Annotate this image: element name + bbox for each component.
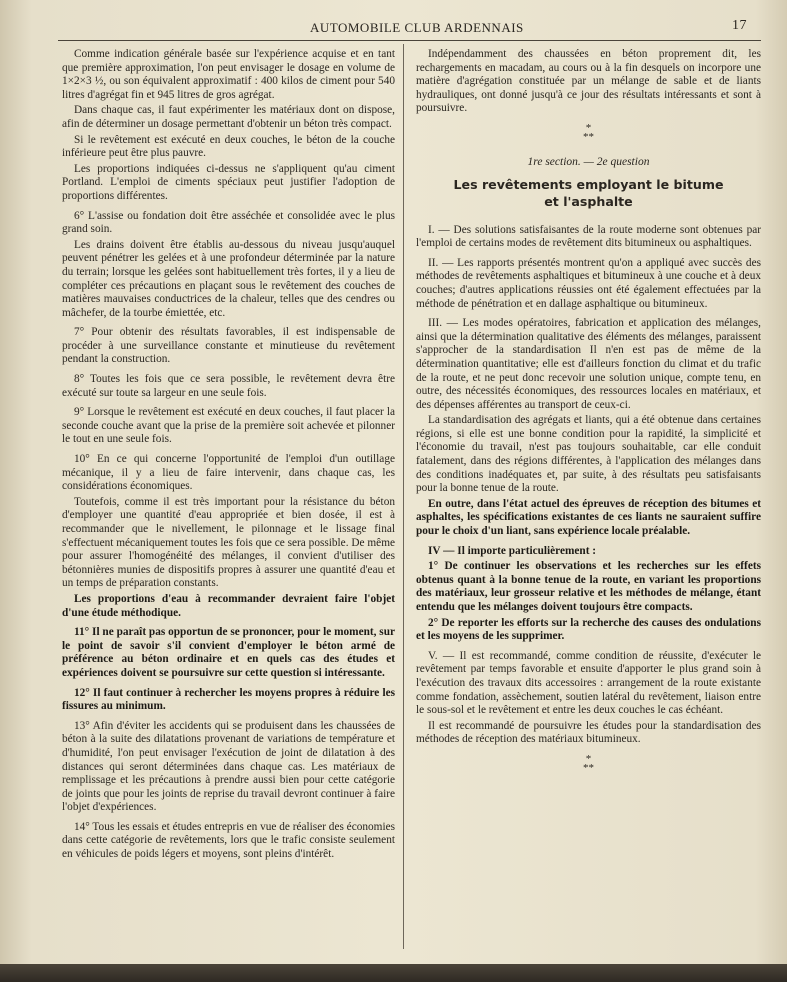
paragraph: 13° Afin d'éviter les accidents qui se produisent dans les chaussées de béton à la suite des dilatations provenant de variations de température et d'humidité, l'on peut envisager l'exécution de joint de dilatation à des distances qui seront déterminées dans chaque cas. Les matériaux de remplissage et les précautions à prendre aussi bien pour cette catégorie de joints que pour les joints de reprise du travail devront continuer à faire l'objet d'expériences. xyxy=(62,719,395,814)
page-header xyxy=(310,14,763,35)
paragraph: II. — Les rapports présentés montrent qu'on a appliqué avec succès des méthodes de revêtements asphaltiques et bitumineux à une couche et à deux couches; d'autres applications réussies ont été également effectuées par la méthode de pénétration et en dallage asphaltique ou bitumineux. xyxy=(416,256,761,310)
paragraph: Comme indication générale basée sur l'expérience acquise et en tant que première approximation, l'on peut envisager le dosage en volume de 1×2×3 ½, ou son équivalent approximatif : 400 kilos de ciment pour 540 litres d'agrégat fin et 945 litres de gros agrégat. xyxy=(62,48,395,101)
header-rule xyxy=(58,40,761,41)
paragraph: Les proportions indiquées ci-dessus ne s'appliquent qu'au ciment Portland. L'emploi de ciments spéciaux peut justifier l'adoption de proportions différentes. xyxy=(62,162,395,202)
section-title-line: Les revêtements employant le bitume xyxy=(453,176,724,192)
column-divider xyxy=(403,44,404,949)
end-separator-stars: * ** xyxy=(583,752,594,774)
paragraph: 9° Lorsque le revêtement est exécuté en deux couches, il faut placer la seconde couche avant que la prise de la première soit achevée et pilonner le tout en une seule fois. xyxy=(62,406,395,446)
paragraph: Toutefois, comme il est très important pour la résistance du béton d'employer une quantité d'eau appropriée et bien dosée, il est à recommander que le nivellement, le pilonnage et le lissage final s'effectuent mécaniquement toutes les fois que ce sera possible. De même pour assurer l'homogénéité des mélanges, il convient d'utiliser des bétonnières munies de dispositifs propres à assurer une quantité d'eau et un temps de préparation constants. xyxy=(62,495,395,590)
paragraph: 7° Pour obtenir des résultats favorables, il est indispensable de procéder à une surveillance constante et minutieuse du revêtement pendant la construction. xyxy=(62,326,395,366)
running-title: AUTOMOBILE CLUB ARDENNAIS xyxy=(310,20,524,35)
paragraph: Indépendamment des chaussées en béton proprement dit, les rechargements en macadam, au cours ou à la fin desquels on incorpore une matière d'agrégation constituée par un mélange de sable et de liants hydrauliques, ont donné jusqu'à ce jour des résultats intéressants et sont à poursuivre. xyxy=(416,48,761,115)
left-column xyxy=(62,48,395,864)
paragraph: La standardisation des agrégats et liants, qui a été obtenue dans certaines régions, si elle est une bonne condition pour la rapidité, la simplicité et l'économie du travail, n'est pas toujours souhaitable, car elle conduit fatalement, dans des régions différentes, à l'application des mélanges dans des conditions inadéquates et, par suite, à des résultats peu satisfaisants pour la bonne tenue de la route. xyxy=(416,414,761,495)
paragraph: Si le revêtement est exécuté en deux couches, le béton de la couche inférieure peut être plus pauvre. xyxy=(62,133,395,160)
paragraph: 12° Il faut continuer à rechercher les moyens propres à réduire les fissures au minimum. xyxy=(62,686,395,713)
paragraph: 10° En ce qui concerne l'opportunité de l'emploi d'un outillage mécanique, il y a lieu de faire intervenir, dans chaque cas, les considérations économiques. xyxy=(62,453,395,493)
paragraph: 1° De continuer les observations et les recherches sur les effets obtenus quant à la bonne tenue de la route, en variant les proportions des matériaux, leur grosseur relative et les méthodes de mélange, étant entendu que les mélanges doivent toujours être compacts. xyxy=(416,560,761,613)
paragraph: 14° Tous les essais et études entrepris en vue de réaliser des économies dans cette catégorie de revêtements, lors que le trafic consiste seulement en véhicules de poids légers et moyens, sont pleins d'intérêt. xyxy=(62,820,395,861)
page-number: 17 xyxy=(732,18,747,33)
paragraph: En outre, dans l'état actuel des épreuves de réception des bitumes et asphaltes, les spécifications existantes de ces liants ne sauraient suffire pour le choix d'un liant, sans expérience locale préalable. xyxy=(416,497,761,538)
section-reference: 1re section. — 2e question xyxy=(527,155,650,168)
paragraph: Il est recommandé de poursuivre les études pour la standardisation des méthodes de réception des matériaux bitumineux. xyxy=(416,719,761,746)
paragraph: 2° De reporter les efforts sur la recherche des causes des ondulations et les moyens de les supprimer. xyxy=(416,616,761,643)
right-column xyxy=(416,48,761,779)
paragraph: 11° Il ne paraît pas opportun de se prononcer, pour le moment, sur le point de savoir s'il convient d'employer le béton armé de préférence au béton ordinaire et en quels cas des études et expériences doivent se poursuivre sur cette question si intéressante. xyxy=(62,626,395,679)
section-title xyxy=(416,176,761,210)
paragraph: V. — Il est recommandé, comme condition de réussite, d'exécuter le revêtement par temps favorable et ensuite d'apporter le plus grand soin à l'exécution des travaux dits accessoires : arrangement de la route existante comme fondation, assèchement, soutien latéral du revêtement, liaison entre le sous-sol et le revêtement et entre les deux couches le cas échéant. xyxy=(416,649,761,717)
paragraph: Les drains doivent être établis au-dessous du niveau jusqu'auquel peuvent pénétrer les gelées et à une profondeur déterminée par la nature du terrain; lorsque les gelées sont habituellement très fortes, il y a lieu de compléter ces précautions en plaçant sous le revêtement des couches de matières mauvaises conductrices de la chaleur, telles que des cendres ou mâchefer, de la tourbe émiettée, etc. xyxy=(62,238,395,319)
section-title-line: et l'asphalte xyxy=(544,193,633,209)
paragraph: I. — Des solutions satisfaisantes de la route moderne sont obtenues par l'emploi de certains modes de revêtement dits bitumineux ou asphaltiques. xyxy=(416,223,761,250)
section-separator-stars: * ** xyxy=(583,121,594,143)
paragraph: Dans chaque cas, il faut expérimenter les matériaux dont on dispose, afin de déterminer un dosage permettant d'obtenir un béton très compact. xyxy=(62,104,395,130)
page-bottom-edge xyxy=(0,964,787,982)
paragraph: III. — Les modes opératoires, fabrication et application des mélanges, ainsi que la détermination qualitative des éléments des mélanges, paraissent s'approcher de la standardisation Il n'en est pas de même de la détermination quantitative; elle est d'ailleurs fonction du climat et du trafic de la route, et ne peut donc recevoir une solution unique, compte tenu, en outre, des nécessités économiques, des ressources locales en matériaux, et des dépenses afférentes au transport de ceux-ci. xyxy=(416,317,761,411)
paragraph: 6° L'assise ou fondation doit être asséchée et consolidée avec le plus grand soin. xyxy=(62,209,395,236)
paragraph: Les proportions d'eau à recommander devraient faire l'objet d'une étude méthodique. xyxy=(62,592,395,619)
paragraph: 8° Toutes les fois que ce sera possible, le revêtement devra être exécuté sur toute sa largeur en une seule fois. xyxy=(62,373,395,399)
paragraph: IV — Il importe particulièrement : xyxy=(428,544,597,557)
